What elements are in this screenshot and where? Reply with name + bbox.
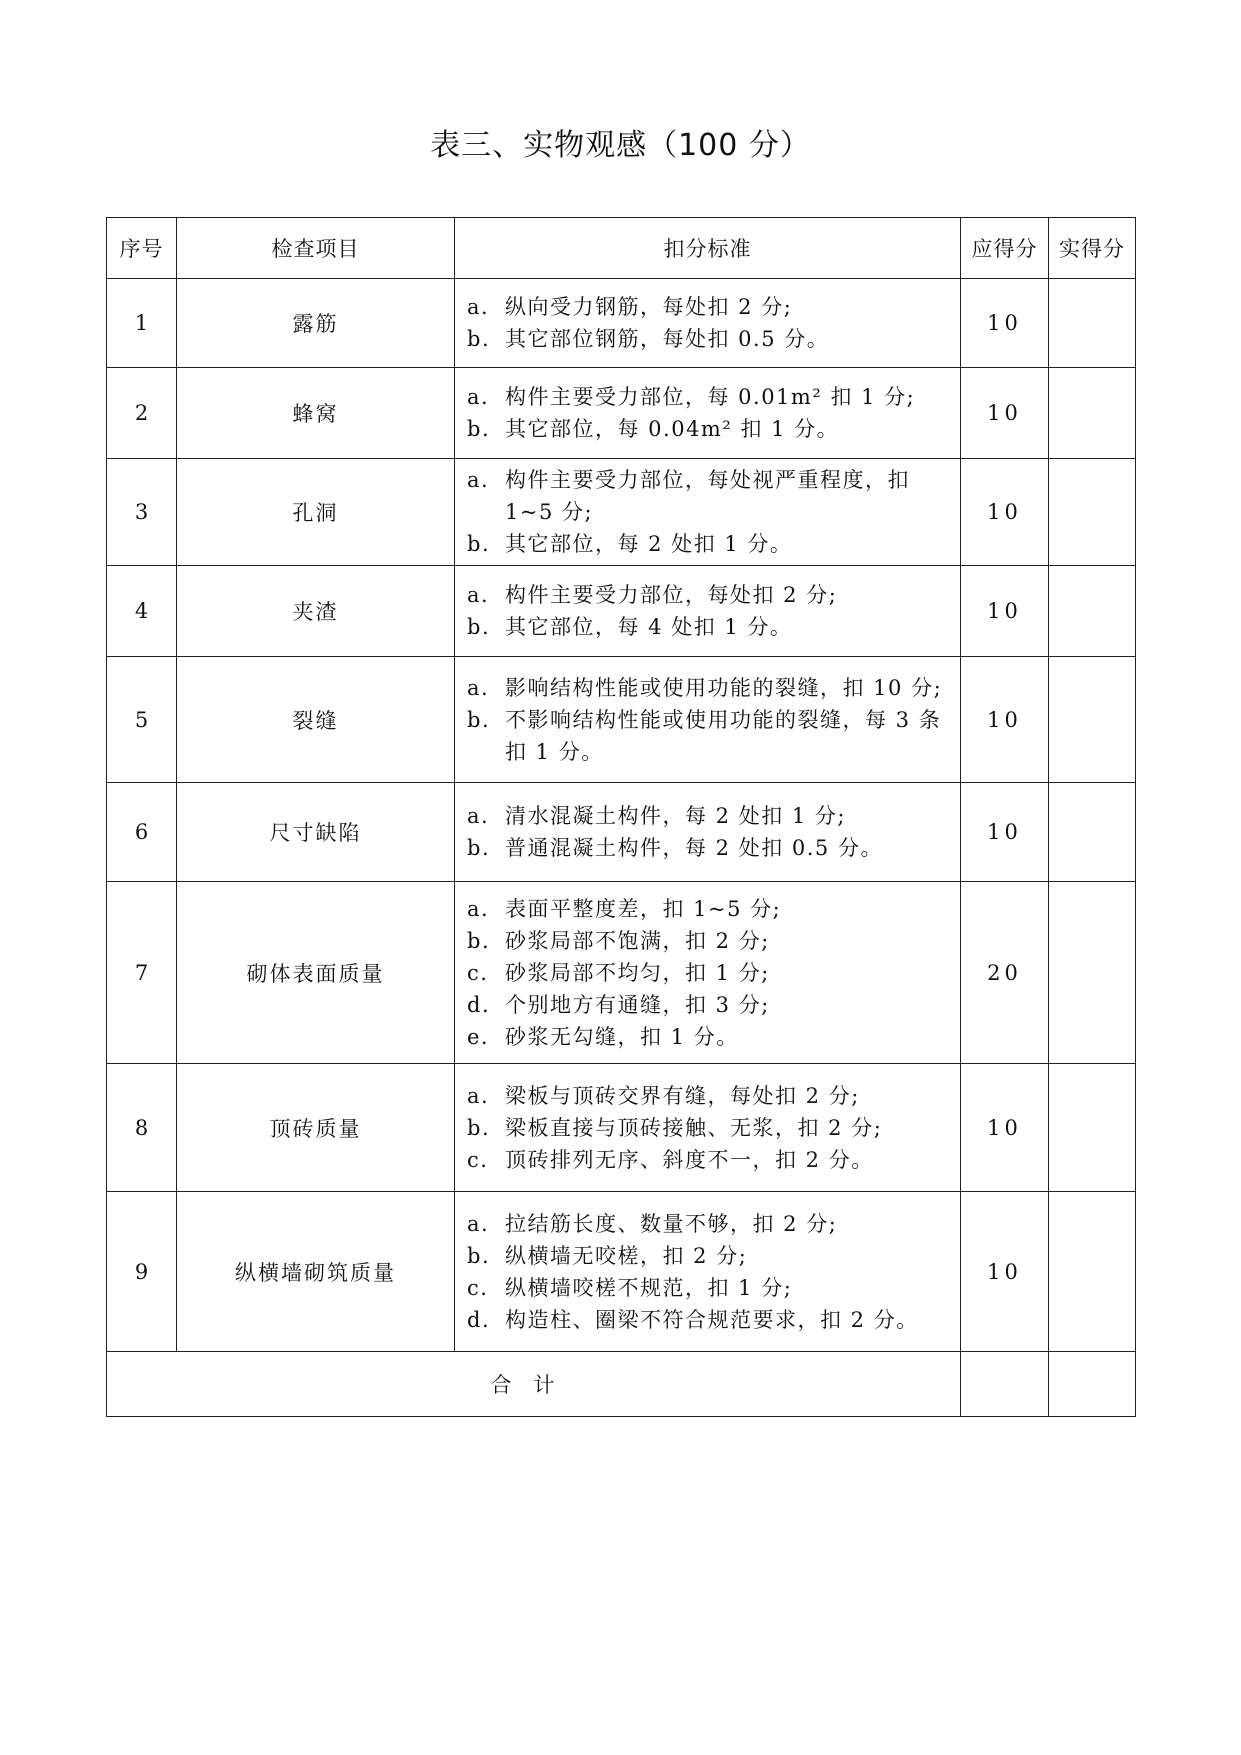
- row-number: 5: [107, 657, 177, 783]
- criteria-text: 表面平整度差，扣 1~5 分;: [505, 896, 782, 921]
- criteria-line: [467, 1240, 946, 1272]
- criteria-line: [467, 989, 946, 1021]
- criteria-letter: a.: [467, 468, 490, 492]
- total-due-cell: [961, 1352, 1049, 1417]
- table-row: [107, 657, 1136, 783]
- criteria-line: [467, 672, 946, 704]
- criteria-text: 梁板直接与顶砖接触、无浆，扣 2 分;: [505, 1115, 883, 1140]
- criteria-line: [467, 1272, 946, 1304]
- deduction-criteria: [455, 368, 961, 459]
- actual-score[interactable]: [1049, 368, 1136, 459]
- criteria-letter: b.: [467, 417, 491, 441]
- criteria-letter: d.: [467, 1307, 491, 1332]
- total-actual-cell: [1049, 1352, 1136, 1417]
- criteria-text: 纵向受力钢筋，每处扣 2 分;: [505, 295, 793, 319]
- criteria-text: 个别地方有通缝，扣 3 分;: [505, 992, 770, 1017]
- page-title: 表三、实物观感（100 分）: [430, 128, 811, 163]
- criteria-letter: a.: [467, 896, 490, 921]
- criteria-line: [467, 893, 946, 925]
- deduction-criteria: [455, 279, 961, 368]
- criteria-letter: c.: [467, 960, 489, 985]
- due-score: 10: [961, 783, 1049, 882]
- criteria-text: 构造柱、圈梁不符合规范要求，扣 2 分。: [505, 1307, 919, 1332]
- criteria-letter: a.: [467, 675, 490, 700]
- due-score: 10: [961, 1064, 1049, 1192]
- inspection-item: 蜂窝: [177, 368, 455, 459]
- table-row: [107, 459, 1136, 566]
- table-row: [107, 1064, 1136, 1192]
- criteria-line: [467, 925, 946, 957]
- inspection-item: 尺寸缺陷: [177, 783, 455, 882]
- row-number: 1: [107, 279, 177, 368]
- actual-score[interactable]: [1049, 657, 1136, 783]
- inspection-item: 裂缝: [177, 657, 455, 783]
- inspection-item: 纵横墙砌筑质量: [177, 1192, 455, 1352]
- criteria-line: [467, 1208, 946, 1240]
- criteria-letter: a.: [467, 1211, 490, 1236]
- due-score: 10: [961, 368, 1049, 459]
- row-number: 8: [107, 1064, 177, 1192]
- total-label: 合计: [107, 1352, 961, 1417]
- criteria-letter: b.: [467, 327, 491, 351]
- criteria-text: 构件主要受力部位，每处视严重程度，扣 1~5 分;: [505, 468, 910, 524]
- criteria-letter: c.: [467, 1275, 489, 1300]
- criteria-text: 其它部位，每 4 处扣 1 分。: [505, 615, 793, 639]
- header-no: 序号: [107, 218, 177, 279]
- table-row: [107, 368, 1136, 459]
- criteria-letter: a.: [467, 385, 490, 409]
- criteria-text: 纵横墙无咬槎，扣 2 分;: [505, 1243, 748, 1268]
- due-score: 10: [961, 279, 1049, 368]
- criteria-line: [467, 957, 946, 989]
- criteria-text: 不影响结构性能或使用功能的裂缝，每 3 条扣 1 分。: [505, 707, 942, 764]
- criteria-letter: a.: [467, 804, 490, 828]
- criteria-line: [467, 1144, 946, 1176]
- actual-score[interactable]: [1049, 566, 1136, 657]
- criteria-line: [467, 704, 946, 768]
- criteria-text: 砂浆局部不饱满，扣 2 分;: [505, 928, 770, 953]
- deduction-criteria: [455, 566, 961, 657]
- row-number: 3: [107, 459, 177, 566]
- criteria-line: [467, 413, 946, 445]
- criteria-text: 清水混凝土构件，每 2 处扣 1 分;: [505, 804, 846, 828]
- inspection-item: 露筋: [177, 279, 455, 368]
- row-number: 2: [107, 368, 177, 459]
- table-row: [107, 783, 1136, 882]
- criteria-letter: a.: [467, 583, 490, 607]
- criteria-letter: b.: [467, 836, 491, 860]
- row-number: 6: [107, 783, 177, 882]
- row-number: 9: [107, 1192, 177, 1352]
- header-actual-score: 实得分: [1049, 218, 1136, 279]
- table-row: [107, 882, 1136, 1064]
- criteria-line: [467, 291, 946, 323]
- criteria-text: 其它部位，每 2 处扣 1 分。: [505, 532, 793, 556]
- table-body: [107, 279, 1136, 1352]
- criteria-line: [467, 611, 946, 643]
- criteria-line: [467, 1021, 946, 1053]
- deduction-criteria: [455, 459, 961, 566]
- table-row: [107, 566, 1136, 657]
- total-row: [107, 1352, 1136, 1417]
- header-criteria: 扣分标准: [455, 218, 961, 279]
- criteria-line: [467, 323, 946, 355]
- deduction-criteria: [455, 783, 961, 882]
- due-score: 20: [961, 882, 1049, 1064]
- table-header-row: [107, 218, 1136, 279]
- inspection-score-table: [106, 217, 1136, 1417]
- actual-score[interactable]: [1049, 882, 1136, 1064]
- criteria-text: 拉结筋长度、数量不够，扣 2 分;: [505, 1211, 838, 1236]
- criteria-text: 其它部位，每 0.04m² 扣 1 分。: [505, 417, 840, 441]
- criteria-line: [467, 1304, 946, 1336]
- actual-score[interactable]: [1049, 279, 1136, 368]
- due-score: 10: [961, 1192, 1049, 1352]
- actual-score[interactable]: [1049, 783, 1136, 882]
- row-number: 7: [107, 882, 177, 1064]
- criteria-letter: b.: [467, 615, 491, 639]
- criteria-letter: b.: [467, 707, 491, 732]
- criteria-letter: b.: [467, 928, 491, 953]
- criteria-text: 砂浆局部不均匀，扣 1 分;: [505, 960, 770, 985]
- criteria-letter: b.: [467, 1115, 491, 1140]
- criteria-letter: b.: [467, 1243, 491, 1268]
- criteria-letter: c.: [467, 1147, 489, 1172]
- criteria-line: [467, 579, 946, 611]
- criteria-text: 影响结构性能或使用功能的裂缝，扣 10 分;: [505, 675, 943, 700]
- actual-score[interactable]: [1049, 1192, 1136, 1352]
- criteria-line: [467, 464, 946, 528]
- deduction-criteria: [455, 657, 961, 783]
- deduction-criteria: [455, 1192, 961, 1352]
- inspection-item: 夹渣: [177, 566, 455, 657]
- table-row: [107, 1192, 1136, 1352]
- criteria-text: 构件主要受力部位，每处扣 2 分;: [505, 583, 838, 607]
- criteria-text: 砂浆无勾缝，扣 1 分。: [505, 1024, 739, 1049]
- due-score: 10: [961, 459, 1049, 566]
- inspection-item: 孔洞: [177, 459, 455, 566]
- inspection-item: 顶砖质量: [177, 1064, 455, 1192]
- criteria-line: [467, 1080, 946, 1112]
- criteria-letter: d.: [467, 992, 491, 1017]
- criteria-line: [467, 1112, 946, 1144]
- criteria-text: 顶砖排列无序、斜度不一，扣 2 分。: [505, 1147, 874, 1172]
- inspection-item: 砌体表面质量: [177, 882, 455, 1064]
- criteria-line: [467, 528, 946, 560]
- deduction-criteria: [455, 1064, 961, 1192]
- criteria-letter: e.: [467, 1024, 490, 1049]
- criteria-text: 构件主要受力部位，每 0.01m² 扣 1 分;: [505, 385, 916, 409]
- criteria-text: 梁板与顶砖交界有缝，每处扣 2 分;: [505, 1083, 860, 1108]
- due-score: 10: [961, 657, 1049, 783]
- criteria-text: 普通混凝土构件，每 2 处扣 0.5 分。: [505, 836, 883, 860]
- row-number: 4: [107, 566, 177, 657]
- criteria-line: [467, 381, 946, 413]
- criteria-text: 其它部位钢筋，每处扣 0.5 分。: [505, 327, 830, 351]
- criteria-line: [467, 832, 946, 864]
- actual-score[interactable]: [1049, 1064, 1136, 1192]
- header-due-score: 应得分: [961, 218, 1049, 279]
- header-item: 检查项目: [177, 218, 455, 279]
- criteria-line: [467, 800, 946, 832]
- criteria-letter: b.: [467, 532, 491, 556]
- criteria-letter: a.: [467, 1083, 490, 1108]
- actual-score[interactable]: [1049, 459, 1136, 566]
- criteria-text: 纵横墙咬槎不规范，扣 1 分;: [505, 1275, 793, 1300]
- due-score: 10: [961, 566, 1049, 657]
- criteria-letter: a.: [467, 295, 490, 319]
- deduction-criteria: [455, 882, 961, 1064]
- table-row: [107, 279, 1136, 368]
